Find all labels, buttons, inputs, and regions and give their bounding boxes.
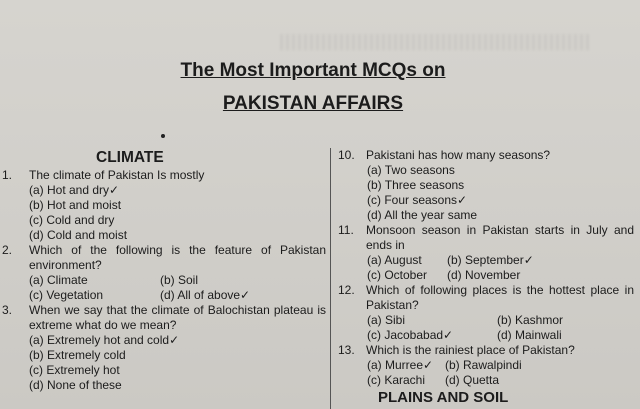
option-c: (c) Extremely hot xyxy=(29,363,120,377)
left-column xyxy=(0,148,326,393)
page-title: The Most Important MCQs on xyxy=(180,60,446,81)
question-10 xyxy=(338,148,634,163)
option-b: (b) Hot and moist xyxy=(29,198,122,212)
option-c: (c) Jacobabad✓ xyxy=(367,328,454,342)
question-text: When we say that the climate of Balochistan plateau is extreme what do we mean? xyxy=(29,303,326,332)
option-a: (a) Two seasons xyxy=(367,163,455,177)
section-heading-plains-and-soil: PLAINS AND SOIL xyxy=(378,389,509,406)
option-b: (b) Extremely cold xyxy=(29,348,126,362)
question-text: Which of following places is the hottest place in Pakistan? xyxy=(366,283,634,312)
option-a: (a) Extremely hot and cold✓ xyxy=(29,333,180,347)
question-11 xyxy=(338,223,634,253)
option-c: (c) October xyxy=(367,268,428,282)
option-row xyxy=(338,373,634,388)
option-d: (d) Mainwali xyxy=(497,328,562,342)
option-b: (b) September✓ xyxy=(447,253,534,267)
question-number: 11. xyxy=(338,223,354,237)
question-number: 3. xyxy=(2,303,13,317)
question-1 xyxy=(0,168,326,183)
option-row xyxy=(0,288,326,303)
option-row xyxy=(338,313,634,328)
question-number: 10. xyxy=(338,148,355,162)
option-row xyxy=(338,358,634,373)
question-number: 2. xyxy=(2,243,13,257)
option-d: (d) All of above✓ xyxy=(160,288,251,302)
option-b: (b) Soil xyxy=(160,273,199,287)
page-subtitle: PAKISTAN AFFAIRS xyxy=(222,93,404,114)
question-text: Pakistani has how many seasons? xyxy=(366,148,551,162)
option-c: (c) Vegetation xyxy=(29,288,104,302)
question-text: Monsoon season in Pakistan starts in July and ends in xyxy=(366,223,634,252)
option-a: (a) Climate xyxy=(29,273,88,287)
option-row xyxy=(338,328,634,343)
option-b: (b) Kashmor xyxy=(497,313,564,327)
option-row xyxy=(0,273,326,288)
question-text: Which is the rainiest place of Pakistan? xyxy=(366,343,575,357)
question-number: 12. xyxy=(338,283,355,297)
column-divider xyxy=(330,148,331,409)
question-text: The climate of Pakistan Is mostly xyxy=(29,168,205,182)
question-text: Which of the following is the feature of Pakistan environment? xyxy=(29,243,326,272)
option-a: (a) Hot and dry✓ xyxy=(29,183,120,197)
option-row xyxy=(338,268,634,283)
question-13 xyxy=(338,343,634,358)
option-b: (b) Rawalpindi xyxy=(445,358,522,372)
option-a: (a) Sibi xyxy=(367,313,406,327)
option-a: (a) August xyxy=(367,253,422,267)
option-c: (c) Karachi xyxy=(367,373,426,387)
ink-dot xyxy=(161,134,165,138)
show-through-print xyxy=(280,34,590,50)
option-row xyxy=(338,253,634,268)
right-column xyxy=(338,148,634,405)
question-2 xyxy=(0,243,326,273)
section-heading-climate: CLIMATE xyxy=(96,149,164,166)
option-c: (c) Four seasons✓ xyxy=(367,193,468,207)
question-number: 1. xyxy=(2,168,13,182)
option-a: (a) Murree✓ xyxy=(367,358,434,372)
question-number: 13. xyxy=(338,343,355,357)
option-d: (d) None of these xyxy=(29,378,122,392)
option-d: (d) Quetta xyxy=(445,373,500,387)
option-d: (d) Cold and moist xyxy=(29,228,128,242)
question-12 xyxy=(338,283,634,313)
option-d: (d) All the year same xyxy=(367,208,478,222)
option-d: (d) November xyxy=(447,268,521,282)
option-c: (c) Cold and dry xyxy=(29,213,115,227)
question-3 xyxy=(0,303,326,333)
option-b: (b) Three seasons xyxy=(367,178,465,192)
